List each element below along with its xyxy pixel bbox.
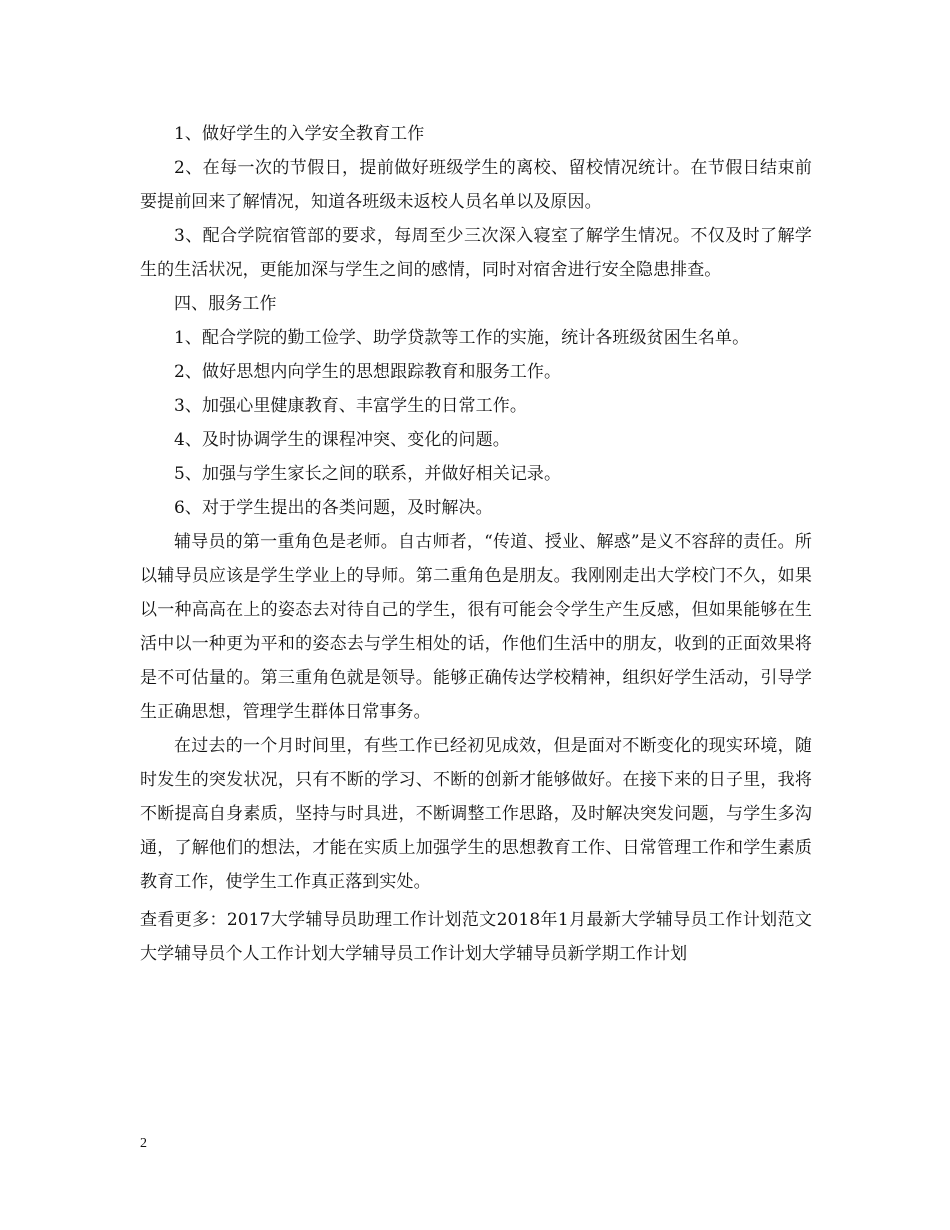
list-item-dormitory-visits: 3、配合学院宿管部的要求，每周至少三次深入寝室了解学生情况。不仅及时了解学生的生活状况，更能加深与学生之间的感情，同时对宿舍进行安全隐患排查。	[140, 226, 812, 280]
list-item-parent-contact: 5、加强与学生家长之间的联系，并做好相关记录。	[174, 464, 562, 484]
list-item-holiday-statistics: 2、在每一次的节假日，提前做好班级学生的离校、留校情况统计。在节假日结束前要提前回来了解情况，知道各班级未返校人员名单以及原因。	[140, 158, 812, 212]
list-item-financial-aid: 1、配合学院的勤工俭学、助学贷款等工作的实施，统计各班级贫困生名单。	[174, 328, 750, 348]
list-item-safety-education: 1、做好学生的入学安全教育工作	[174, 124, 425, 144]
body-paragraph-summary: 在过去的一个月时间里，有些工作已经初见成效，但是面对不断变化的现实环境，随时发生的突发状况，只有不断的学习、不断的创新才能够做好。在接下来的日子里，我将不断提高自身素质，坚持与时具进，不断调整工作思路，及时解决突发问题，与学生多沟通，了解他们的想法，才能在实质上加强学生的思想教育工作、日常管理工作和学生素质教育工作，使学生工作真正落到实处。	[140, 736, 812, 892]
list-item-resolve-issues: 6、对于学生提出的各类问题，及时解决。	[174, 498, 493, 518]
related-links-line[interactable]: 查看更多：2017大学辅导员助理工作计划范文2018年1月最新大学辅导员工作计划范文大学辅导员个人工作计划大学辅导员工作计划大学辅导员新学期工作计划	[140, 910, 812, 964]
section-heading-service-work: 四、服务工作	[174, 294, 277, 314]
page-number: 2	[140, 1136, 147, 1151]
list-item-mental-health: 3、加强心里健康教育、丰富学生的日常工作。	[174, 396, 527, 416]
list-item-course-conflicts: 4、及时协调学生的课程冲突、变化的问题。	[174, 430, 510, 450]
document-body	[140, 117, 812, 971]
list-item-introverted-students: 2、做好思想内向学生的思想跟踪教育和服务工作。	[174, 362, 562, 382]
body-paragraph-roles: 辅导员的第一重角色是老师。自古师者，“传道、授业、解惑”是义不容辞的责任。所以辅导员应该是学生学业上的导师。第二重角色是朋友。我刚刚走出大学校门不久，如果以一种高高在上的姿态去对待自己的学生，很有可能会令学生产生反感，但如果能够在生活中以一种更为平和的姿态去与学生相处的话，作他们生活中的朋友，收到的正面效果将是不可估量的。第三重角色就是领导。能够正确传达学校精神，组织好学生活动，引导学生正确思想，管理学生群体日常事务。	[140, 532, 812, 722]
